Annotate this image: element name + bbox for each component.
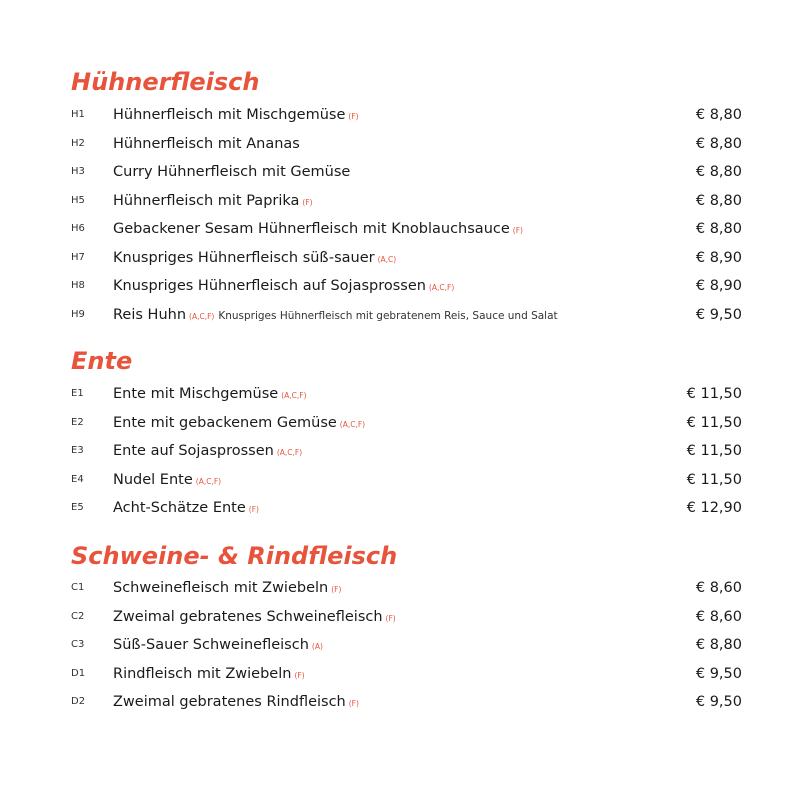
item-price: € 8,90 xyxy=(695,278,742,294)
item-allergens: (F) xyxy=(348,699,359,708)
item-price: € 9,50 xyxy=(695,306,742,323)
item-name: Acht-Schätze Ente xyxy=(113,500,246,516)
item-name: Süß-Sauer Schweinefleisch xyxy=(113,637,309,653)
item-allergens: (F) xyxy=(512,226,523,235)
item-name: Ente mit Mischgemüse xyxy=(113,386,279,402)
item-name-wrap xyxy=(113,496,259,522)
item-name-wrap xyxy=(113,189,313,215)
item-name-wrap xyxy=(113,217,523,243)
item-price: € 11,50 xyxy=(686,386,742,402)
item-name-wrap xyxy=(113,468,221,494)
item-name-wrap xyxy=(113,662,305,688)
menu-item xyxy=(0,411,788,435)
item-price: € 8,80 xyxy=(695,164,742,180)
item-name-wrap xyxy=(113,246,396,272)
item-name-wrap xyxy=(113,160,350,184)
menu-item xyxy=(0,496,788,520)
item-allergens: (A,C,F) xyxy=(281,391,307,400)
item-name: Zweimal gebratenes Rindfleisch xyxy=(113,694,346,710)
item-allergens: (F) xyxy=(348,112,359,121)
item-name: Schweinefleisch mit Zwiebeln xyxy=(113,580,329,596)
item-code: E5 xyxy=(71,502,84,513)
menu-item xyxy=(0,217,788,241)
menu-item xyxy=(0,160,788,184)
menu-item xyxy=(0,605,788,629)
menu-item xyxy=(0,303,788,327)
section-title: Ente xyxy=(71,347,133,375)
item-name-wrap xyxy=(113,274,454,300)
menu-item xyxy=(0,439,788,463)
item-code: E1 xyxy=(71,388,84,399)
item-price: € 8,60 xyxy=(695,608,742,625)
item-price: € 11,50 xyxy=(686,414,742,431)
item-description: Knuspriges Hühnerfleisch mit gebratenem Reis, Sauce und Salat xyxy=(218,309,558,322)
item-code: D1 xyxy=(71,667,86,679)
item-code: H1 xyxy=(71,109,85,120)
item-price: € 8,90 xyxy=(695,249,742,266)
item-allergens: (F) xyxy=(248,505,259,514)
item-code: H2 xyxy=(71,137,85,149)
menu-item xyxy=(0,246,788,270)
item-allergens: (A,C,F) xyxy=(195,476,222,486)
item-allergens: (A,C) xyxy=(377,254,397,264)
item-allergens: (F) xyxy=(385,613,396,623)
item-name-wrap xyxy=(113,303,558,329)
item-name-wrap xyxy=(113,439,302,465)
item-price: € 8,80 xyxy=(695,135,742,152)
item-code: C1 xyxy=(71,582,85,593)
item-name-wrap xyxy=(113,132,300,156)
section-title: Hühnerfleisch xyxy=(71,68,260,96)
item-name: Knuspriges Hühnerfleisch süß-sauer xyxy=(113,249,375,266)
item-code: H3 xyxy=(71,166,85,177)
item-code: H6 xyxy=(71,223,85,234)
item-name: Hühnerfleisch mit Paprika xyxy=(113,192,300,209)
menu-item xyxy=(0,382,788,406)
menu-item xyxy=(0,274,788,298)
item-name: Knuspriges Hühnerfleisch auf Sojasprossen xyxy=(113,278,426,294)
item-price: € 11,50 xyxy=(686,471,742,488)
menu-item xyxy=(0,468,788,492)
item-name: Curry Hühnerfleisch mit Gemüse xyxy=(113,164,351,180)
item-name: Reis Huhn xyxy=(113,306,187,323)
item-allergens: (A,C,F) xyxy=(339,419,366,429)
item-name: Ente mit gebackenem Gemüse xyxy=(113,414,337,431)
item-code: H8 xyxy=(71,280,85,291)
item-allergens: (F) xyxy=(302,197,313,207)
menu-item xyxy=(0,132,788,156)
item-code: E4 xyxy=(71,473,84,485)
menu-item xyxy=(0,633,788,657)
item-name-wrap xyxy=(113,576,341,602)
item-name: Gebackener Sesam Hühnerfleisch mit Knoblauchsauce xyxy=(113,221,510,237)
item-code: D2 xyxy=(71,696,86,707)
item-name: Ente auf Sojasprossen xyxy=(113,443,274,459)
item-name: Hühnerfleisch mit Mischgemüse xyxy=(113,107,346,123)
item-price: € 9,50 xyxy=(695,694,742,710)
item-code: C2 xyxy=(71,610,85,622)
item-name-wrap xyxy=(113,690,359,716)
item-name: Rindfleisch mit Zwiebeln xyxy=(113,665,292,682)
item-price: € 8,80 xyxy=(695,192,742,209)
item-name-wrap xyxy=(113,605,396,631)
item-code: E2 xyxy=(71,416,84,428)
item-allergens: (A,C,F) xyxy=(189,311,215,321)
item-price: € 8,80 xyxy=(695,637,742,653)
item-name: Zweimal gebratenes Schweinefleisch xyxy=(113,608,383,625)
item-code: C3 xyxy=(71,639,85,650)
item-price: € 8,80 xyxy=(695,221,742,237)
item-allergens: (A,C,F) xyxy=(428,283,455,292)
item-code: H9 xyxy=(71,308,85,320)
item-price: € 11,50 xyxy=(686,443,742,459)
item-name-wrap xyxy=(113,382,307,408)
menu-item xyxy=(0,576,788,600)
item-code: E3 xyxy=(71,445,84,456)
menu-item xyxy=(0,189,788,213)
item-price: € 9,50 xyxy=(695,665,742,682)
item-price: € 12,90 xyxy=(686,500,742,516)
menu-item xyxy=(0,103,788,127)
menu-item xyxy=(0,662,788,686)
item-name-wrap xyxy=(113,103,359,129)
item-name-wrap xyxy=(113,411,365,437)
menu-item xyxy=(0,690,788,714)
item-allergens: (F) xyxy=(294,670,305,680)
item-code: H5 xyxy=(71,194,85,206)
item-price: € 8,80 xyxy=(695,107,742,123)
item-name: Nudel Ente xyxy=(113,471,193,488)
item-allergens: (A) xyxy=(311,642,323,651)
item-price: € 8,60 xyxy=(695,580,742,596)
item-code: H7 xyxy=(71,251,85,263)
item-name-wrap xyxy=(113,633,323,659)
section-title: Schweine- & Rindfleisch xyxy=(71,542,398,570)
item-allergens: (F) xyxy=(331,585,342,594)
item-allergens: (A,C,F) xyxy=(276,448,303,457)
item-name: Hühnerfleisch mit Ananas xyxy=(113,135,300,152)
